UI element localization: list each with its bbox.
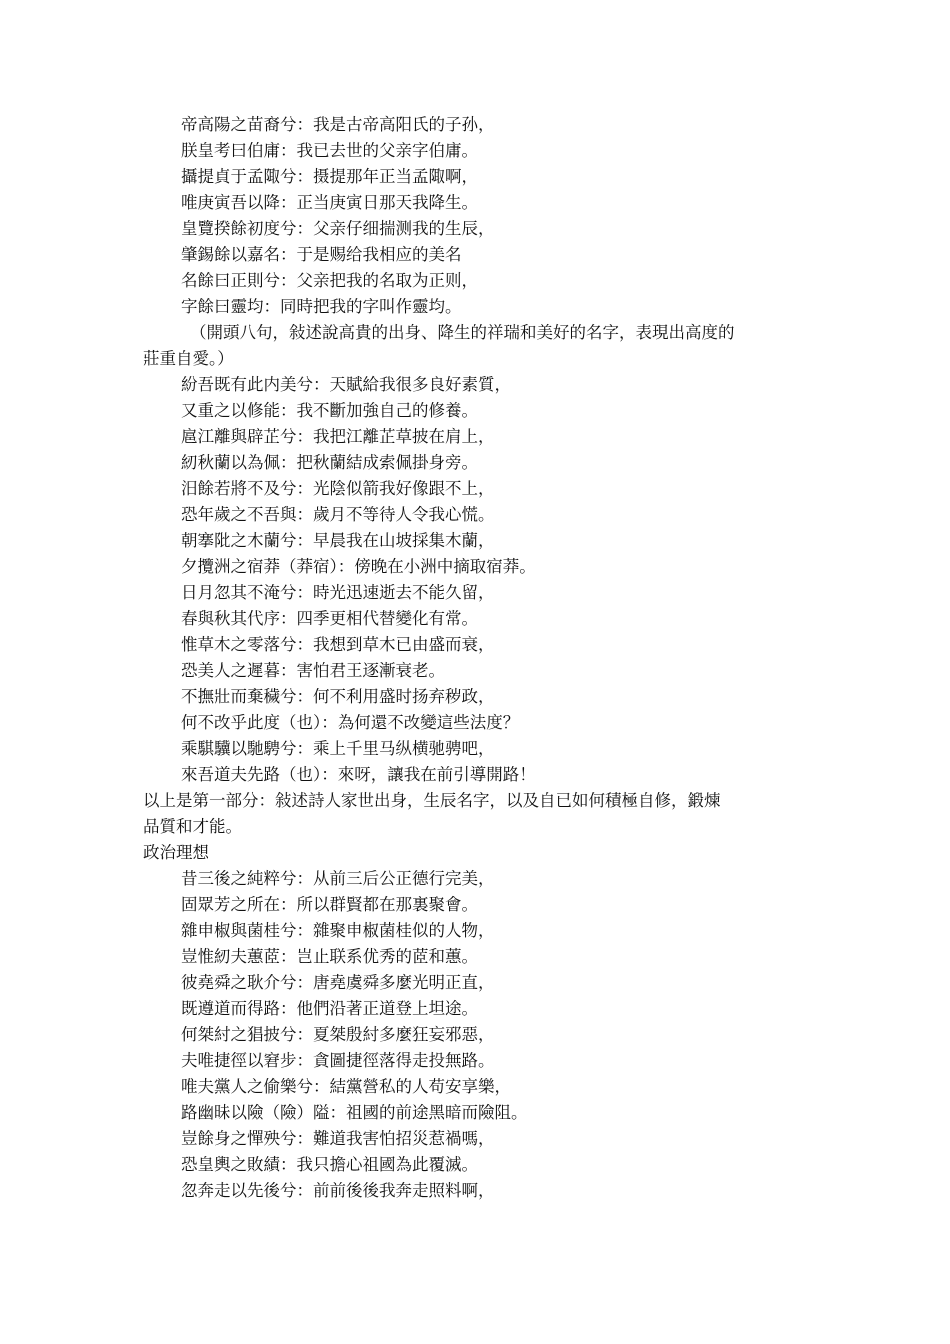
- verse-translation: 前前後後我奔走照料啊，: [313, 1181, 495, 1200]
- verse-source: 攝提貞于孟陬兮: [181, 167, 297, 186]
- verse-line: [0, 1126, 950, 1152]
- verse-line: [0, 684, 950, 710]
- separator: ：: [280, 609, 297, 628]
- verse-source: 何不改乎此度（也）: [181, 713, 322, 732]
- verse-translation: 正当庚寅日那天我降生。: [296, 193, 478, 212]
- verse-source: 名餘曰正則兮: [181, 271, 280, 290]
- verse-translation: 唐堯虞舜多麼光明正直，: [313, 973, 495, 992]
- commentary-note-continued: 莊重自愛。）: [143, 349, 234, 368]
- verse-line: [0, 554, 950, 580]
- verse-translation: 父亲把我的名取为正则，: [296, 271, 478, 290]
- verse-line: [0, 580, 950, 606]
- verse-line: [0, 268, 950, 294]
- verse-line: [0, 866, 950, 892]
- verse-translation: 把秋蘭結成索佩掛身旁。: [296, 453, 478, 472]
- verse-translation: 雜聚申椒菌桂似的人物，: [313, 921, 495, 940]
- verse-translation: 我是古帝高阳氏的子孙，: [313, 115, 495, 134]
- separator: ：: [296, 427, 313, 446]
- verse-line: [0, 294, 950, 320]
- separator: ：: [296, 583, 313, 602]
- separator: ：: [280, 141, 297, 160]
- verse-translation: 我想到草木已由盛而衰，: [313, 635, 495, 654]
- verse-translation: 父亲仔细揣测我的生辰，: [313, 219, 495, 238]
- separator: ：: [296, 505, 313, 524]
- verse-translation: 他們沿著正道登上坦途。: [296, 999, 478, 1018]
- verse-line: [0, 710, 950, 736]
- verse-line: [0, 658, 950, 684]
- verse-translation: 來呀，讓我在前引導開路！: [337, 765, 536, 784]
- separator: ：: [296, 115, 313, 134]
- document-page: [0, 112, 950, 1204]
- verse-source: 帝高陽之苗裔兮: [181, 115, 297, 134]
- verse-source: 路幽昧以險（險）隘: [181, 1103, 330, 1122]
- verse-line: [0, 138, 950, 164]
- verse-line: [0, 1152, 950, 1178]
- separator: ：: [296, 635, 313, 654]
- verse-line: [0, 892, 950, 918]
- commentary-note: （開頭八句，敍述說高貴的出身、降生的祥瑞和美好的名字，表現出高度的: [190, 323, 735, 342]
- verse-translation: 我不斷加強自己的修養。: [296, 401, 478, 420]
- verse-translation: 傍晚在小洲中摘取宿莽。: [354, 557, 536, 576]
- section-summary-continued: 品質和才能。: [143, 817, 242, 836]
- verse-translation: 四季更相代替變化有常。: [296, 609, 478, 628]
- separator: ：: [280, 401, 297, 420]
- verse-line: [0, 242, 950, 268]
- verse-source: 豈惟紉夫蕙茝: [181, 947, 280, 966]
- verse-line: [0, 476, 950, 502]
- verse-line: [0, 112, 950, 138]
- separator: ：: [296, 739, 313, 758]
- verse-line: [0, 190, 950, 216]
- separator: ：: [280, 661, 297, 680]
- verse-source: 固眾芳之所在: [181, 895, 280, 914]
- separator: ：: [337, 557, 355, 576]
- verse-translation: 同時把我的字叫作靈均。: [280, 297, 462, 316]
- separator: ：: [296, 167, 313, 186]
- verse-source: 朝搴阰之木蘭兮: [181, 531, 297, 550]
- verse-source: 又重之以修能: [181, 401, 280, 420]
- verse-line: [0, 632, 950, 658]
- verse-translation: 時光迅速逝去不能久留，: [313, 583, 495, 602]
- verse-source: 恐美人之遲暮: [181, 661, 280, 680]
- verse-line: [0, 502, 950, 528]
- verse-translation: 早晨我在山坡採集木蘭，: [313, 531, 495, 550]
- verse-source: 皇覽揆餘初度兮: [181, 219, 297, 238]
- verse-source: 紉秋蘭以為佩: [181, 453, 280, 472]
- separator: ：: [296, 921, 313, 940]
- verse-translation: 岂止联系优秀的茝和蕙。: [296, 947, 478, 966]
- separator: ：: [329, 1103, 346, 1122]
- verse-line: [0, 528, 950, 554]
- separator: ：: [280, 1155, 297, 1174]
- verse-translation: 于是赐给我相应的美名: [296, 245, 462, 264]
- verse-translation: 歲月不等待人令我心慌。: [313, 505, 495, 524]
- verse-line: [0, 164, 950, 190]
- verse-translation: 摄提那年正当孟陬啊，: [313, 167, 478, 186]
- separator: ：: [313, 375, 330, 394]
- separator: ：: [296, 1051, 313, 1070]
- verse-line: [0, 372, 950, 398]
- separator: ：: [280, 193, 297, 212]
- section-self-cultivation: [0, 372, 950, 840]
- verse-translation: 我已去世的父亲字伯庸。: [296, 141, 478, 160]
- verse-line: [0, 1178, 950, 1204]
- section-heading: 政治理想: [143, 843, 209, 862]
- verse-source: 恐年歲之不吾與: [181, 505, 297, 524]
- verse-source: 紛吾既有此内美兮: [181, 375, 313, 394]
- verse-translation: 从前三后公正德行完美，: [313, 869, 495, 888]
- separator: ：: [280, 245, 297, 264]
- verse-source: 夫唯捷徑以窘步: [181, 1051, 297, 1070]
- verse-source: 春與秋其代序: [181, 609, 280, 628]
- verse-line: [0, 736, 950, 762]
- verse-line: [0, 450, 950, 476]
- verse-line: [0, 398, 950, 424]
- verse-source: 日月忽其不淹兮: [181, 583, 297, 602]
- separator: ：: [296, 687, 313, 706]
- separator: ：: [296, 531, 313, 550]
- verse-translation: 結黨營私的人苟安享樂，: [329, 1077, 511, 1096]
- verse-line: [0, 970, 950, 996]
- verse-source: 夕攬洲之宿莽（莽宿）: [181, 557, 338, 576]
- verse-line: [0, 606, 950, 632]
- separator: ：: [321, 713, 338, 732]
- verse-source: 扈江離與辟芷兮: [181, 427, 297, 446]
- verse-line: [0, 1074, 950, 1100]
- separator: ：: [296, 1025, 313, 1044]
- verse-source: 唯夫黨人之偷樂兮: [181, 1077, 313, 1096]
- verse-translation: 光陰似箭我好像跟不上，: [313, 479, 495, 498]
- verse-source: 汨餘若將不及兮: [181, 479, 297, 498]
- verse-line: [0, 996, 950, 1022]
- verse-translation: 害怕君王逐漸衰老。: [296, 661, 445, 680]
- verse-translation: 我只擔心祖國為此覆滅。: [296, 1155, 478, 1174]
- verse-source: 字餘曰靈均: [181, 297, 264, 316]
- verse-source: 惟草木之零落兮: [181, 635, 297, 654]
- verse-source: 何桀紂之猖披兮: [181, 1025, 297, 1044]
- separator: ：: [313, 1077, 330, 1096]
- verse-source: 肇錫餘以嘉名: [181, 245, 280, 264]
- verse-line: [0, 1022, 950, 1048]
- verse-translation: 何不利用盛时扬弃秽政，: [313, 687, 495, 706]
- verse-translation: 夏桀殷紂多麼狂妄邪惡，: [313, 1025, 495, 1044]
- verse-source: 朕皇考曰伯庸: [181, 141, 280, 160]
- separator: ：: [296, 973, 313, 992]
- verse-translation: 天賦給我很多良好素質，: [329, 375, 511, 394]
- verse-line: [0, 1100, 950, 1126]
- separator: ：: [296, 219, 313, 238]
- verse-translation: 祖國的前途黑暗而險阻。: [346, 1103, 528, 1122]
- section-political-ideals: [0, 840, 950, 1204]
- verse-source: 唯庚寅吾以降: [181, 193, 280, 212]
- verse-line: [0, 424, 950, 450]
- separator: ：: [296, 479, 313, 498]
- separator: ：: [280, 271, 297, 290]
- verse-source: 彼堯舜之耿介兮: [181, 973, 297, 992]
- verse-source: 忽奔走以先後兮: [181, 1181, 297, 1200]
- verse-source: 昔三後之純粹兮: [181, 869, 297, 888]
- verse-line: [0, 944, 950, 970]
- section-birth: [0, 112, 950, 372]
- verse-translation: 我把江離芷草披在肩上，: [313, 427, 495, 446]
- verse-source: 既遵道而得路: [181, 999, 280, 1018]
- separator: ：: [263, 297, 280, 316]
- separator: ：: [321, 765, 338, 784]
- verse-translation: 乘上千里马纵横驰骋吧，: [313, 739, 495, 758]
- verse-line: [0, 216, 950, 242]
- separator: ：: [280, 947, 297, 966]
- verse-line: [0, 1048, 950, 1074]
- verse-source: 不撫壯而棄穢兮: [181, 687, 297, 706]
- separator: ：: [296, 869, 313, 888]
- verse-translation: 難道我害怕招災惹禍嗎，: [313, 1129, 495, 1148]
- verse-line: [0, 918, 950, 944]
- verse-source: 乘騏驥以馳騁兮: [181, 739, 297, 758]
- separator: ：: [280, 895, 297, 914]
- verse-source: 雜申椒與菌桂兮: [181, 921, 297, 940]
- separator: ：: [296, 1129, 313, 1148]
- verse-translation: 為何還不改變這些法度？: [337, 713, 520, 732]
- verse-translation: 貪圖捷徑落得走投無路。: [313, 1051, 495, 1070]
- section-summary: 以上是第一部分：敍述詩人家世出身，生辰名字，以及自已如何積極自修，鍛煉: [143, 791, 721, 810]
- separator: ：: [296, 1181, 313, 1200]
- verse-source: 恐皇輿之敗績: [181, 1155, 280, 1174]
- verse-source: 來吾道夫先路（也）: [181, 765, 322, 784]
- verse-translation: 所以群賢都在那裏聚會。: [296, 895, 478, 914]
- separator: ：: [280, 999, 297, 1018]
- verse-source: 豈餘身之憚殃兮: [181, 1129, 297, 1148]
- separator: ：: [280, 453, 297, 472]
- verse-line: [0, 762, 950, 788]
